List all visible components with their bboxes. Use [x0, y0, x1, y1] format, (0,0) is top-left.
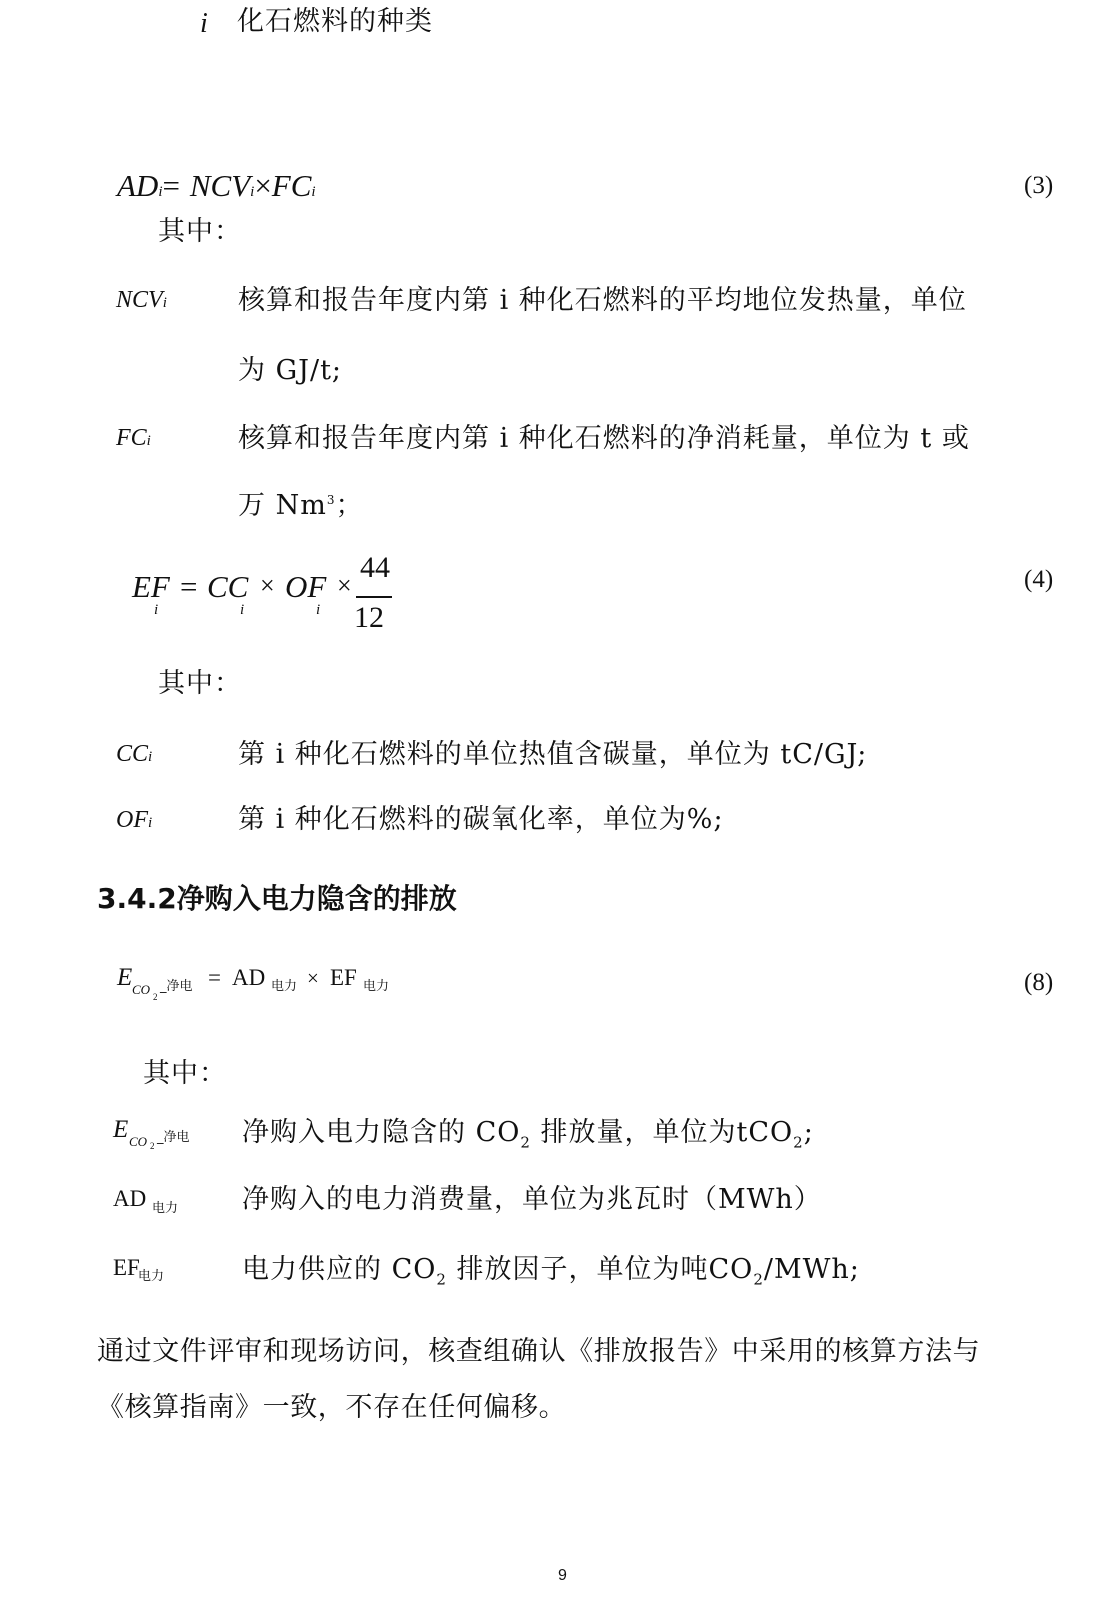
- symbol-cc: CCi: [116, 741, 153, 767]
- equation-3-number: (3): [1024, 172, 1054, 199]
- conclusion-line2: 《核算指南》一致，不存在任何偏移。: [97, 1392, 567, 1423]
- cc-definition: 第 i 种化石燃料的单位热值含碳量，单位为 tC/GJ;: [238, 739, 868, 770]
- conclusion-line1: 通过文件评审和现场访问，核查组确认《排放报告》中采用的核算方法与: [97, 1336, 981, 1367]
- of-definition: 第 i 种化石燃料的碳氧化率，单位为%;: [238, 804, 724, 835]
- symbol-ncv: NCVi: [116, 287, 167, 313]
- equation-4-number: (4): [1024, 566, 1054, 593]
- fuel-type-label: 化石燃料的种类: [237, 6, 433, 37]
- where-label-1: 其中：: [158, 216, 242, 247]
- equation-3: ADi= NCVi×FCi: [117, 168, 316, 203]
- page-number: 9: [558, 1567, 567, 1584]
- symbol-fc: FCi: [116, 425, 151, 451]
- where-label-2: 其中：: [158, 668, 242, 699]
- section-heading: 3.4.2净购入电力隐含的排放: [97, 882, 457, 915]
- var-i: i: [200, 8, 208, 39]
- symbol-of: OFi: [116, 807, 153, 833]
- equation-8-number: (8): [1024, 969, 1054, 996]
- e-co2-net-definition: 净购入电力隐含的 $CO_2$ 排放量，单位为tCO$_2$;: [242, 1117, 814, 1152]
- fc-definition-line1: 核算和报告年度内第 i 种化石燃料的净消耗量，单位为 t 或: [238, 423, 970, 454]
- ncv-definition-line1: 核算和报告年度内第 i 种化石燃料的平均地位发热量，单位: [238, 285, 967, 316]
- fc-definition-line2: 万 Nm$^3$；: [238, 490, 364, 521]
- ad-power-definition: 净购入的电力消费量，单位为兆瓦时（MWh）: [242, 1184, 822, 1215]
- ncv-definition-line2: 为 GJ/t;: [238, 355, 343, 386]
- ef-power-definition: 电力供应的 $CO_2$ 排放因子，单位为吨$CO_2$/MWh;: [242, 1254, 860, 1289]
- where-label-3: 其中：: [143, 1058, 227, 1089]
